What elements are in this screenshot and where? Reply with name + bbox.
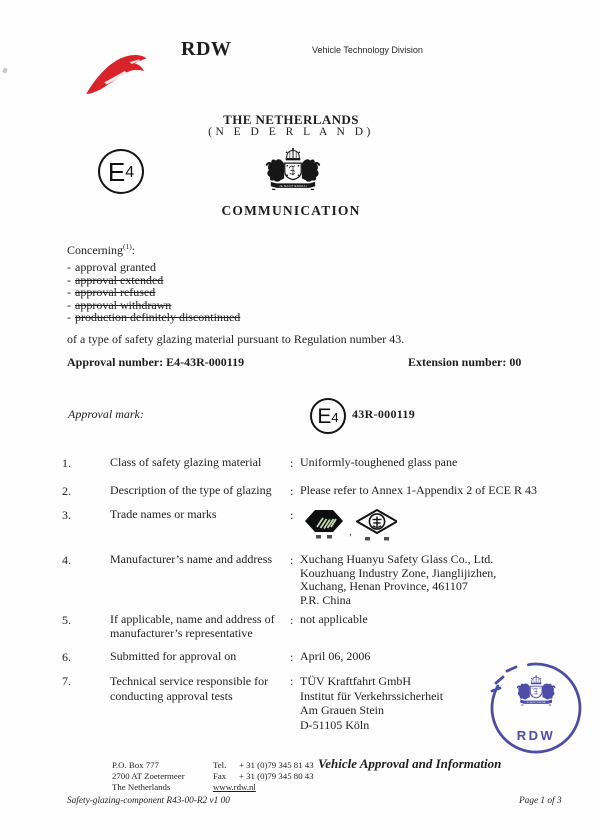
concerning-options (67, 261, 240, 324)
option-production-discontinued: - production definitely discontinued (67, 310, 241, 325)
concerning-label: Concerning (67, 243, 123, 257)
option-approval-refused: - approval refused (67, 285, 156, 300)
dutch-coat-of-arms-icon (255, 146, 331, 198)
page-indicator: Page 1 of 3 (519, 796, 562, 806)
concerning-line (67, 243, 135, 258)
extension-number: Extension number: 00 (408, 355, 522, 369)
e4-approval-mark-icon (98, 149, 144, 194)
option-approval-extended: - approval extended (67, 272, 164, 287)
footer-tagline: Vehicle Approval and Information (318, 756, 502, 771)
document-reference: Safety-glazing-component R43-00-R2 v1 00 (67, 796, 230, 806)
diamond-trademark-icon (357, 510, 397, 541)
footer-fax: Fax + 31 (0)79 345 80 43 (213, 771, 314, 782)
e-letter: E (107, 156, 126, 187)
subject-line: of a type of safety glazing material pursuant to Regulation number 43. (67, 332, 405, 346)
hexagon-trademark-icon (305, 510, 343, 539)
footer-address: P.O. Box 777 2700 AT Zoetermeer The Netherlands (112, 760, 185, 793)
footer-tel: Tel. + 31 (0)79 345 81 43 (213, 760, 314, 770)
rdw-swoosh-logo-icon (85, 45, 149, 97)
trademark-logos (305, 508, 397, 542)
country-title: THE NETHERLANDS (223, 112, 359, 127)
approval-mark-label: Approval mark: (68, 407, 144, 421)
e-number: 4 (125, 164, 135, 181)
footer-website: www.rdw.nl (213, 782, 256, 793)
footer-contact (213, 760, 314, 794)
document-page: RDW Vehicle Technology Division THE NETHERLANDS (N E D E R L A N D) E 4 COMMUNICATION Concerning$^{(1)}$: - approval granted - approval extended - approval refused - approval withdrawn - production definitely discontinued of a type of safety glazing material pursuant to Regulation number 43. Approval number: E4-43R-000119 Extension number: 00 Approval mark: E 4 43R-000119 1. Class of safety glazing material : Uniformly-toughened glass pane 2. Description of the type of glazing : Please refer to Annex 1-Appendix 2 of ECE R 43 3. Trade names or marks : , 4. Manufacturer’s name and address : Xuchang Huanyu Safety Glass Co., Ltd. Kouzhuang Industry Zone, Jianglijizhen, Xuchang, Henan Province, 461107 P.R. China 5. If applicable, name and address of manufacturer’s representative : not applicable 6. Submitted for approval on : April 06, 2006 7. Technical service responsible for conducting approval tests : TÜV Kraftfahrt GmbH Institut für Verkehrssicherheit Am Grauen Stein D-51105 Köln RDW P.O. Box 777 2700 AT Zoetermeer The Netherlands Tel. + 31 (0)79 345 81 43 Fax + 31 (0)79 345 80 43 www.rdw.nl Vehicle Approval and Information Safety-glazing-component R43-00-R2 v1 00 Page 1 of 3 (0, 0, 600, 837)
approval-number: Approval number: E4-43R-000119 (67, 355, 245, 369)
option-approval-withdrawn: - approval withdrawn (67, 297, 172, 312)
rdw-round-stamp-icon (478, 658, 596, 756)
communication-heading: COMMUNICATION (221, 203, 361, 218)
scan-speck (2, 67, 7, 73)
option-approval-granted: - approval granted (67, 260, 156, 274)
stamp-text: RDW (516, 728, 556, 743)
brand-wordmark: RDW (181, 38, 232, 60)
comma-separator: , (349, 527, 352, 538)
e4-approval-mark-small-icon: E 4 (310, 398, 346, 434)
colon: : (131, 243, 136, 257)
division-title: Vehicle Technology Division (312, 45, 423, 55)
approval-mark-number: 43R-000119 (352, 407, 415, 421)
footnote-ref: (1) (123, 242, 132, 251)
country-native-title: (N E D E R L A N D) (208, 126, 374, 138)
